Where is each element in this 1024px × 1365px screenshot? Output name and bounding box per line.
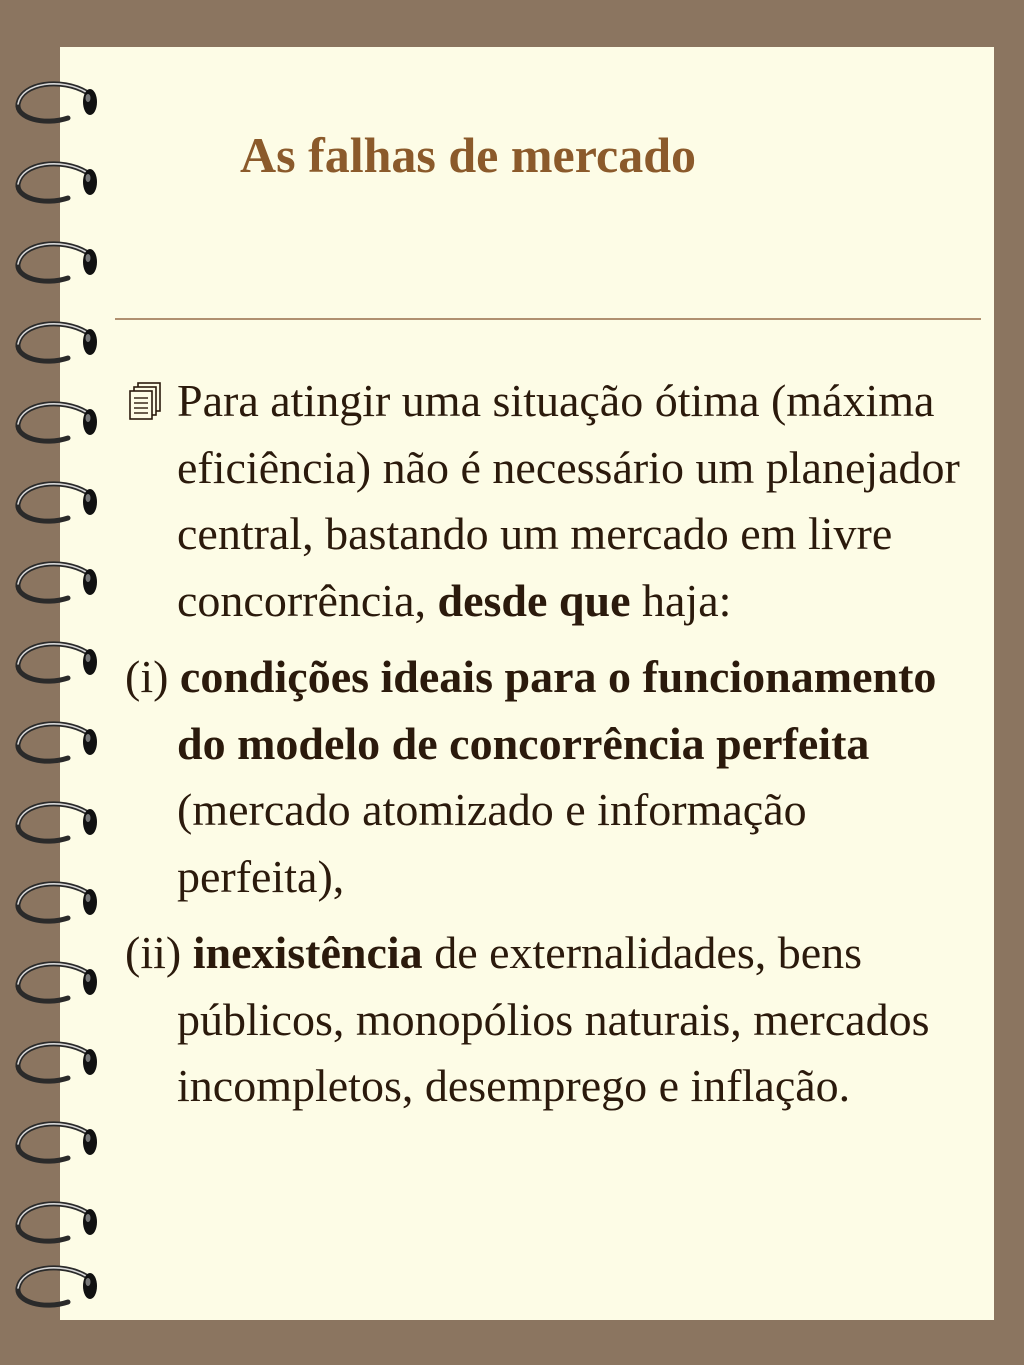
spiral-binding-icon bbox=[0, 0, 110, 1365]
item-i-text: (mercado atomizado e informação perfeita), bbox=[177, 784, 807, 902]
item-ii-marker: (ii) bbox=[125, 927, 193, 978]
intro-text: Para atingir uma situação ótima (máxima eficiência) não é necessário um planejador central, bastando um mercado em livre concorrência, bbox=[177, 375, 960, 626]
intro-emphasis: desde que bbox=[437, 574, 631, 626]
item-ii-text: de externalidades, bens públicos, monopólios naturais, mercados incompletos, desemprego e inflação. bbox=[177, 927, 930, 1111]
slide-title: As falhas de mercado bbox=[240, 127, 697, 183]
slide-body bbox=[125, 368, 965, 1130]
item-i-emphasis: condições ideais para o funcionamento do modelo de concorrência perfeita bbox=[177, 651, 937, 769]
list-item-ii bbox=[125, 920, 965, 1120]
title-divider bbox=[115, 318, 981, 320]
list-item-i bbox=[125, 644, 965, 910]
stacked-pages-icon bbox=[125, 380, 177, 420]
intro-text-end: haja: bbox=[630, 574, 732, 626]
intro-paragraph bbox=[125, 368, 965, 634]
item-i-marker: (i) bbox=[125, 651, 180, 702]
item-ii-emphasis: inexistência bbox=[192, 927, 423, 978]
